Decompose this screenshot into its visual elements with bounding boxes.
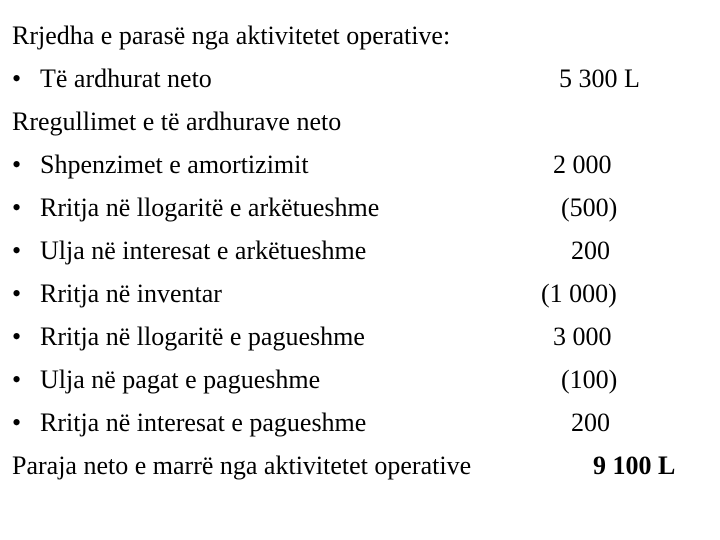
adjustment-amount: (1 000) — [541, 279, 617, 308]
adjustment-amount: 200 — [571, 408, 610, 437]
adjustments-heading: Rregullimet e të ardhurave neto — [12, 107, 342, 136]
bullet-icon: • — [12, 236, 22, 265]
adjustment-amount: (500) — [561, 193, 618, 222]
bullet-icon: • — [12, 365, 22, 394]
adjustment-label: Ulja në interesat e arkëtueshme — [40, 236, 367, 265]
net-income-amount: 5 300 L — [559, 64, 640, 93]
adjustment-amount: 200 — [571, 236, 610, 265]
adjustment-label: Rritja në llogaritë e arkëtueshme — [40, 193, 380, 222]
net-cash-total-label: Paraja neto e marrë nga aktivitetet operative — [12, 451, 472, 480]
adjustment-label: Rritja në inventar — [40, 279, 222, 308]
bullet-icon: • — [12, 408, 22, 437]
adjustment-label: Rritja në llogaritë e pagueshme — [40, 322, 365, 351]
statement-title: Rrjedha e parasë nga aktivitetet operative: — [12, 21, 451, 50]
bullet-icon: • — [12, 279, 22, 308]
bullet-icon: • — [12, 322, 22, 351]
bullet-icon: • — [12, 150, 22, 179]
net-cash-total-amount: 9 100 L — [593, 451, 676, 480]
adjustment-label: Ulja në pagat e pagueshme — [40, 365, 321, 394]
adjustment-label: Rritja në interesat e pagueshme — [40, 408, 367, 437]
bullet-icon: • — [12, 193, 22, 222]
net-income-label: Të ardhurat neto — [40, 64, 212, 93]
adjustment-amount: (100) — [561, 365, 618, 394]
adjustment-amount: 2 000 — [553, 150, 612, 179]
bullet-icon: • — [12, 64, 22, 93]
adjustment-amount: 3 000 — [553, 322, 612, 351]
adjustment-label: Shpenzimet e amortizimit — [40, 150, 309, 179]
